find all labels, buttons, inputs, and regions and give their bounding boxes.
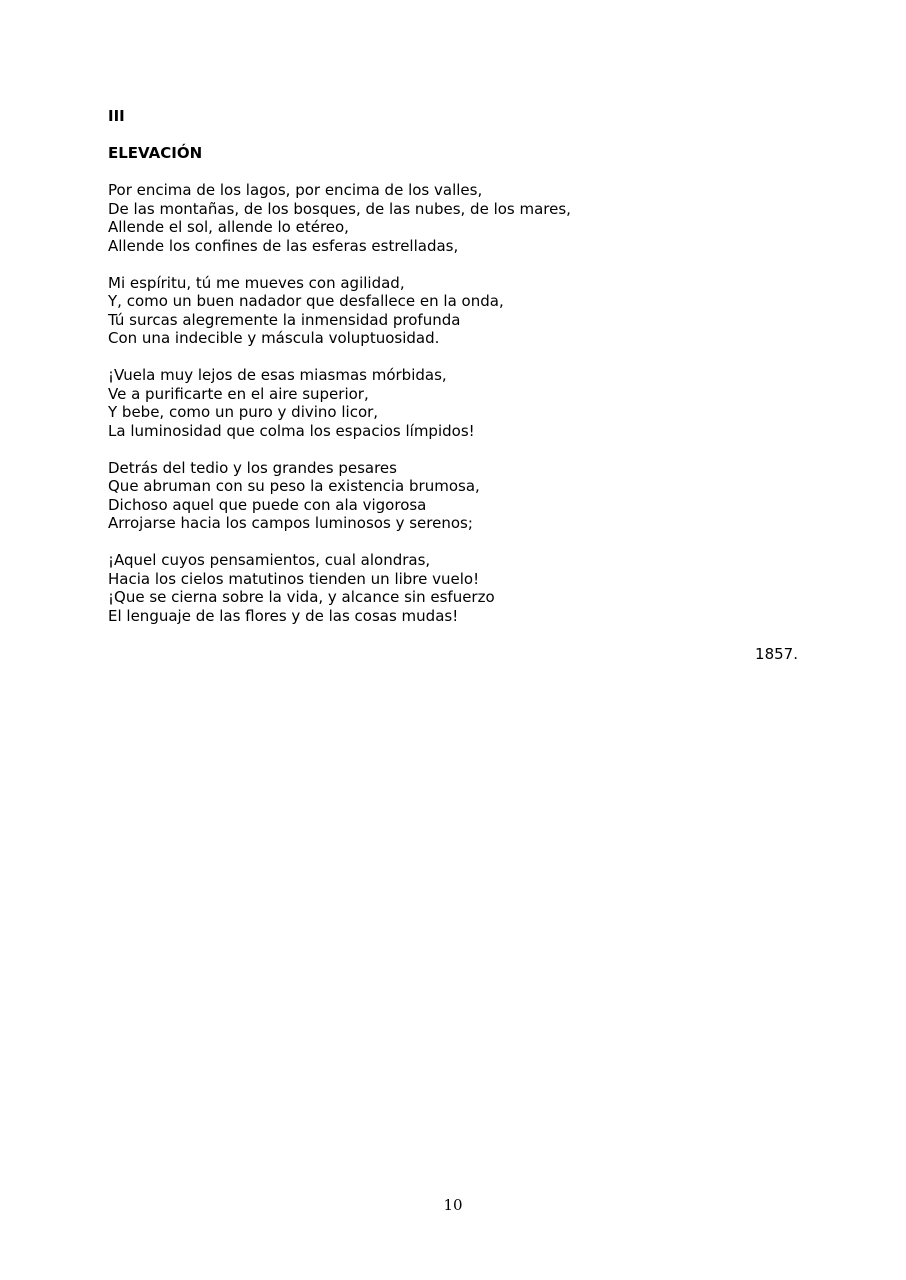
poem-line: De las montañas, de los bosques, de las nubes, de los mares, — [108, 199, 571, 218]
poem-line: Allende los confines de las esferas estrelladas, — [108, 236, 459, 255]
poem-line: Tú surcas alegremente la inmensidad profunda — [108, 310, 461, 329]
poem-line: Dichoso aquel que puede con ala vigorosa — [108, 495, 427, 514]
poem-date: 1857. — [755, 645, 798, 663]
poem-title: ELEVACIÓN — [108, 144, 203, 162]
poem-line: ¡Que se cierna sobre la vida, y alcance sin esfuerzo — [108, 588, 495, 606]
poem-line: ¡Aquel cuyos pensamientos, cual alondras, — [108, 551, 431, 569]
poem-line: Detrás del tedio y los grandes pesares — [108, 458, 397, 477]
poem-line: ¡Vuela muy lejos de esas miasmas mórbidas, — [108, 366, 447, 384]
poem-line: Y bebe, como un puro y divino licor, — [108, 403, 379, 421]
poem-line: Hacia los cielos matutinos tienden un libre vuelo! — [108, 569, 480, 588]
poem-line: Y, como un buen nadador que desfallece en la onda, — [108, 292, 504, 310]
stanza — [108, 274, 808, 348]
poem-body — [108, 181, 808, 644]
poem-line: Que abruman con su peso la existencia brumosa, — [108, 477, 480, 495]
poem-line: Por encima de los lagos, por encima de los valles, — [108, 181, 483, 199]
poem-line: Ve a purificarte en el aire superior, — [108, 384, 369, 403]
stanza — [108, 366, 808, 440]
stanza — [108, 459, 808, 533]
poem-line: Arrojarse hacia los campos luminosos y serenos; — [108, 514, 473, 532]
section-number: III — [108, 107, 125, 125]
page-number: 10 — [443, 1196, 463, 1214]
poem-line: La luminosidad que colma los espacios límpidos! — [108, 421, 475, 440]
stanza — [108, 181, 808, 255]
poem-line: Con una indecible y máscula voluptuosidad. — [108, 329, 440, 347]
poem-line: Mi espíritu, tú me mueves con agilidad, — [108, 273, 405, 292]
poem-line: El lenguaje de las flores y de las cosas mudas! — [108, 606, 459, 625]
stanza — [108, 551, 808, 625]
poem-line: Allende el sol, allende lo etéreo, — [108, 218, 349, 236]
